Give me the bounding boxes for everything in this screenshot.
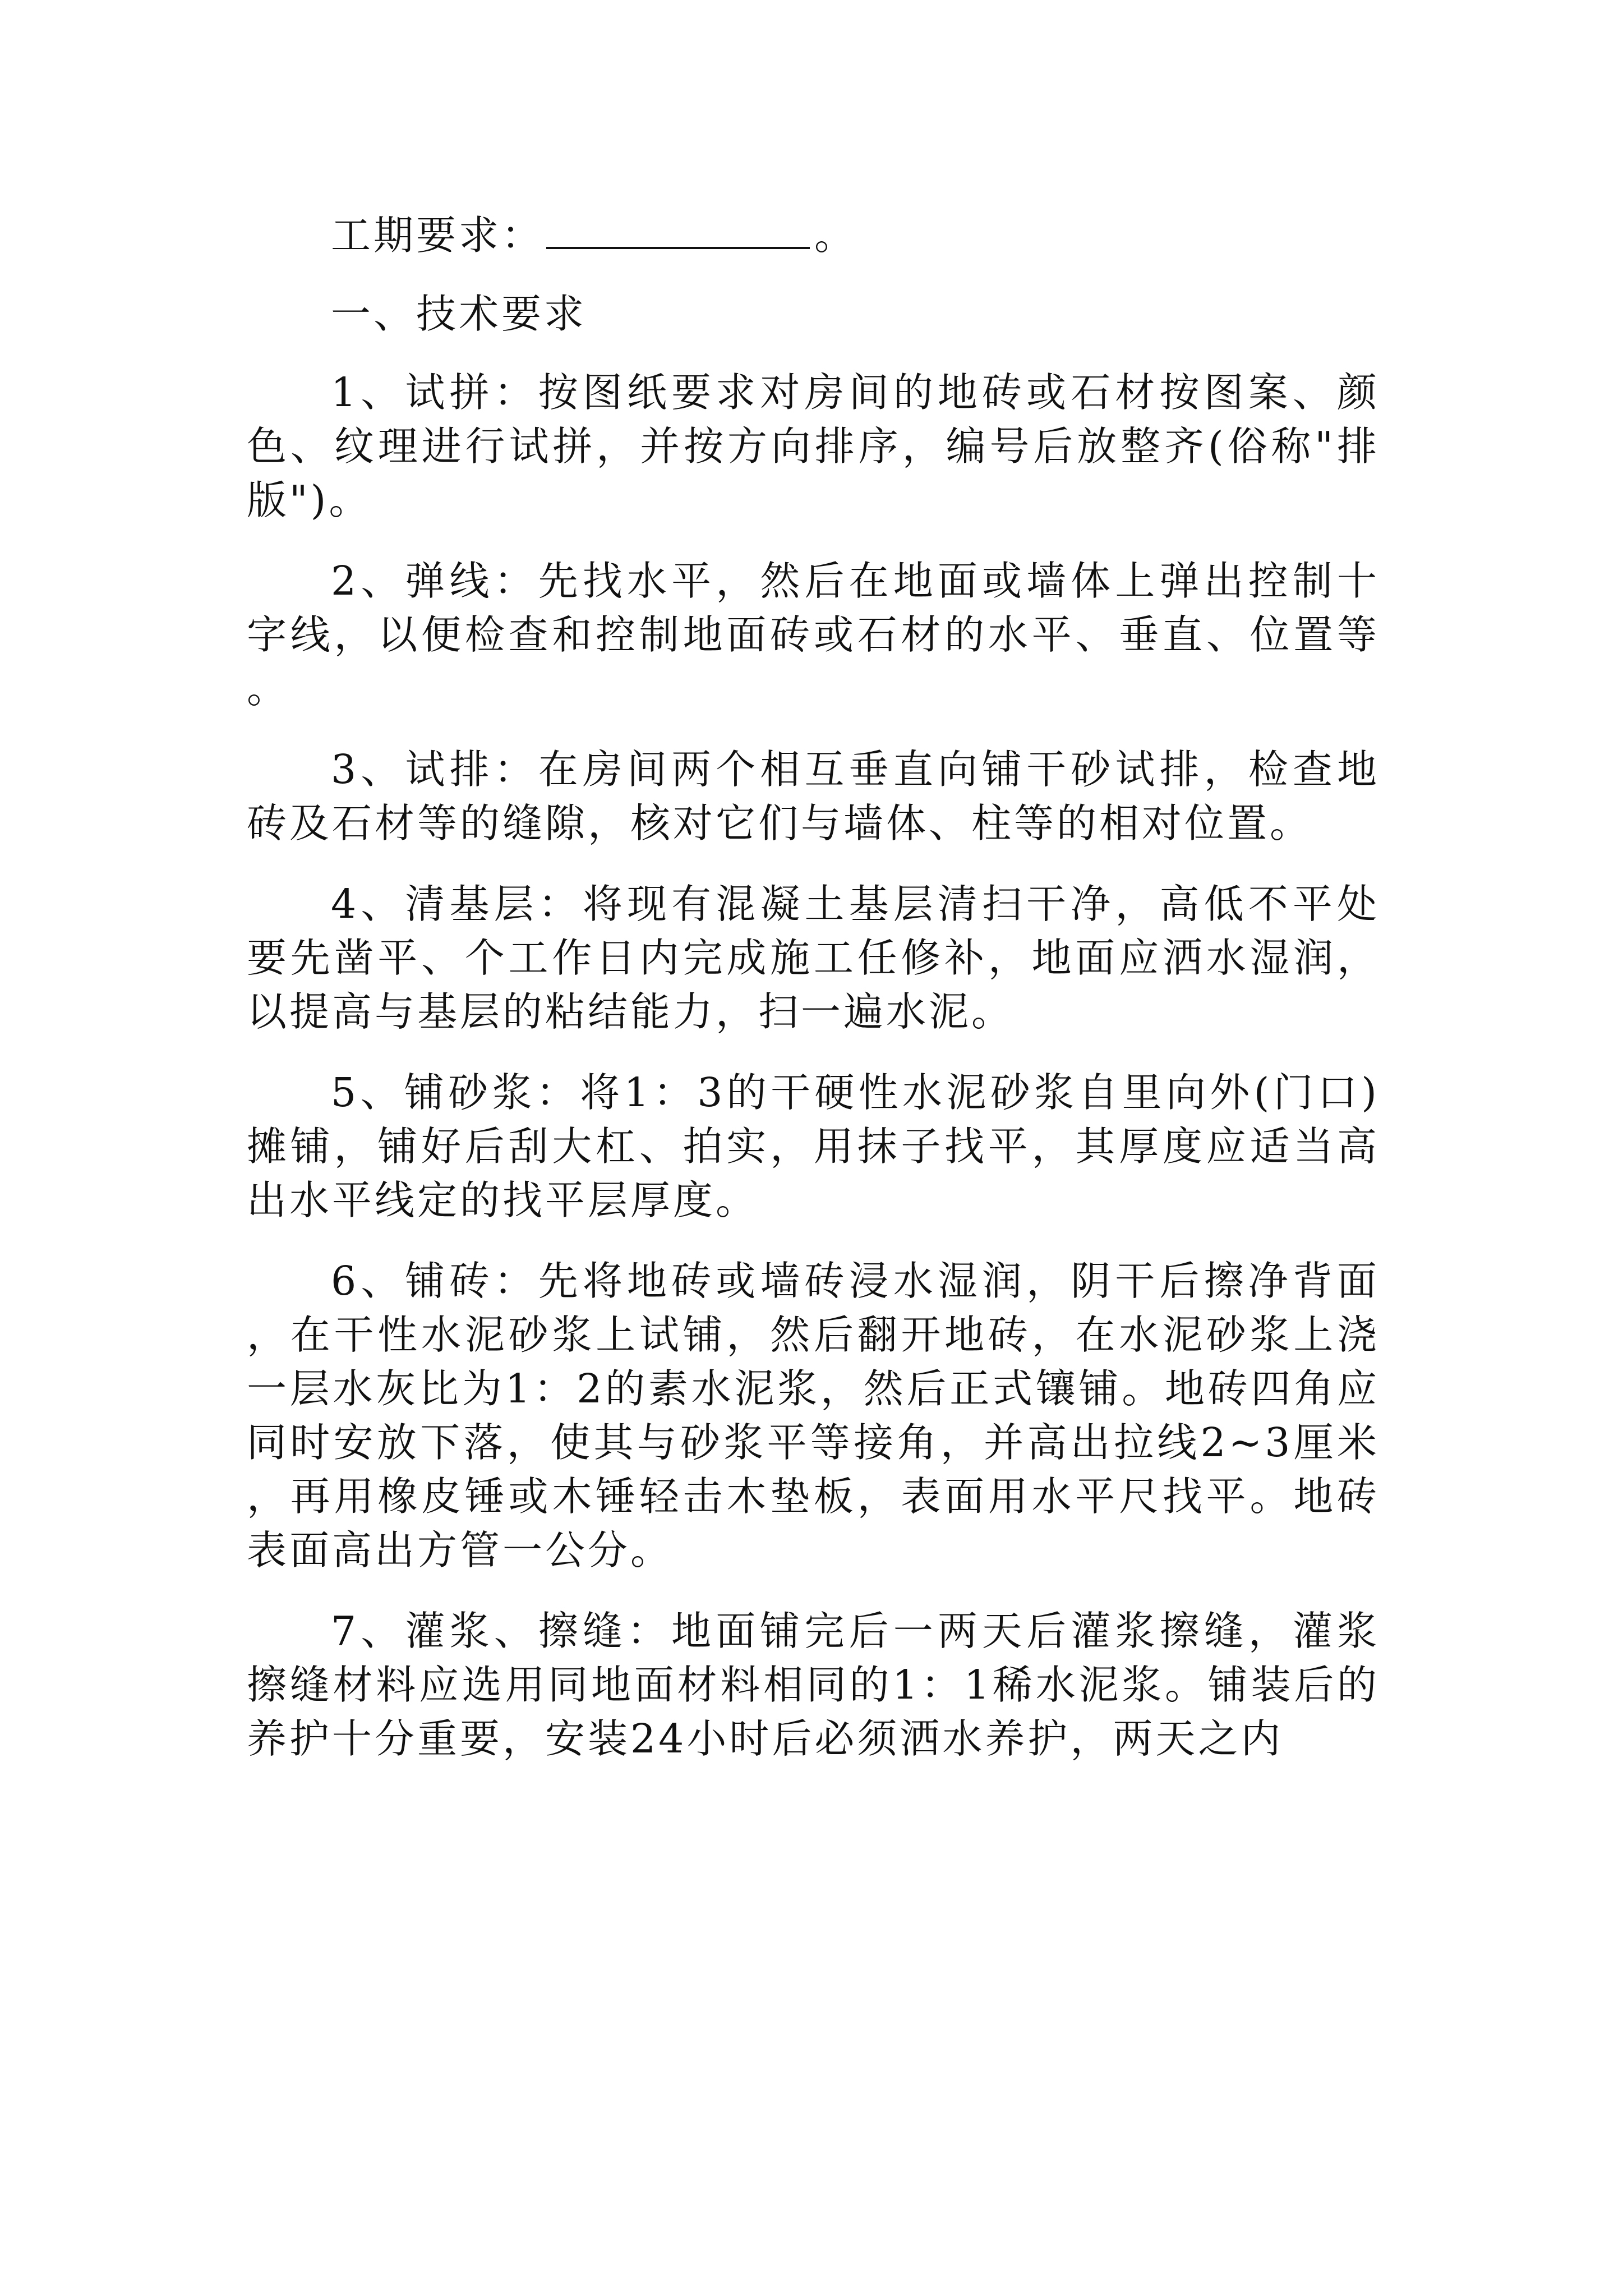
paragraph-1: 1、试拼：按图纸要求对房间的地砖或石材按图案、颜色、纹理进行试拼，并按方向排序，编号后放整齐(俗称"排版")。 (247, 369, 1380, 523)
paragraph-6: 6、铺砖：先将地砖或墙砖浸水湿润，阴干后擦净背面，在干性水泥砂浆上试铺，然后翻开地砖，在水泥砂浆上浇一层水灰比为1：2的素水泥浆，然后正式镶铺。地砖四角应同时安放下落，使其与砂浆平等接角，并高出拉线2~3厘米，再用橡皮锤或木锤轻击木垫板，表面用水平尺找平。地砖表面高出方管一公分。 (247, 1258, 1380, 1573)
schedule-requirement-line (247, 209, 1380, 263)
schedule-requirement-suffix: 。 (814, 212, 857, 259)
section-title: 一、技术要求 (331, 291, 587, 337)
paragraph-3: 3、试排：在房间两个相互垂直向铺干砂试排，检查地砖及石材等的缝隙，核对它们与墙体、柱等的相对位置。 (247, 746, 1380, 846)
paragraph-7: 7、灌浆、擦缝：地面铺完后一两天后灌浆擦缝，灌浆擦缝材料应选用同地面材料相同的1：1稀水泥浆。铺装后的养护十分重要，安装24小时后必须洒水养护，两天之内 (247, 1608, 1380, 1762)
paragraph-4: 4、清基层：将现有混凝土基层清扫干净，高低不平处要先凿平、个工作日内完成施工任修补，地面应洒水湿润，以提高与基层的粘结能力，扫一遍水泥。 (247, 881, 1380, 1035)
paragraph-5: 5、铺砂浆：将1：3的干硬性水泥砂浆自里向外(门口)摊铺，铺好后刮大杠、拍实，用抹子找平，其厚度应适当高出水平线定的找平层厚度。 (247, 1069, 1380, 1223)
schedule-blank-field (546, 213, 810, 249)
document-body (247, 209, 1380, 1793)
schedule-requirement-label: 工期要求： (331, 212, 545, 259)
paragraph-2: 2、弹线：先找水平，然后在地面或墙体上弹出控制十字线，以便检查和控制地面砖或石材的水平、垂直、位置等。 (247, 558, 1380, 712)
